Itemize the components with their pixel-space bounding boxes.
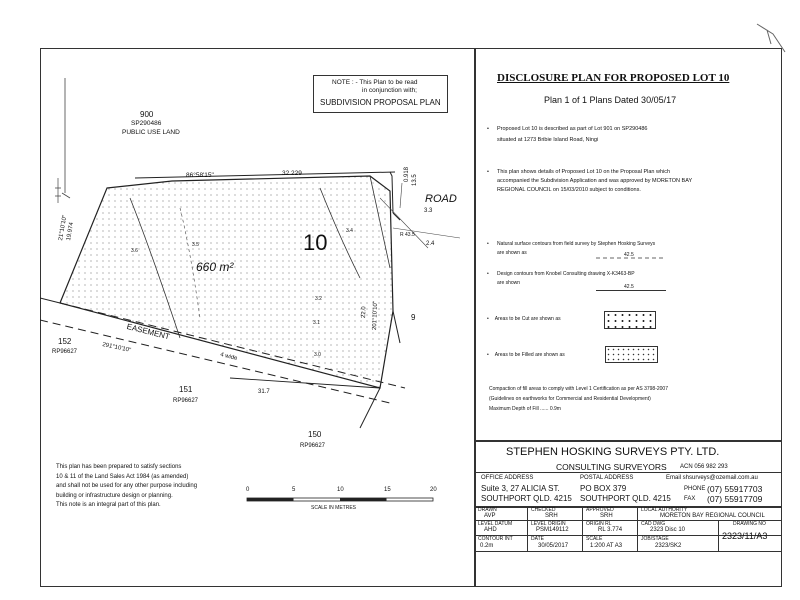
- footnote: [56, 463, 197, 511]
- postal-line1: PO BOX 379: [580, 484, 627, 493]
- road-corner-1: 0.918: [404, 166, 410, 182]
- contour-label-1: 3.6: [131, 248, 138, 254]
- bearing-left: 21°10'10": [58, 214, 69, 242]
- scale-value: 1:200 AT A3: [590, 543, 623, 549]
- scale-label: SCALE IN METRES: [311, 505, 357, 511]
- rl-heading: ORIGIN RL: [586, 521, 612, 527]
- office-line1: Suite 3, 27 ALICIA ST.: [481, 484, 560, 493]
- note-box: [313, 75, 448, 113]
- road-right-dist: 2.4: [426, 241, 435, 247]
- cut-area-swatch: [604, 311, 656, 329]
- date-value: 30/05/2017: [538, 543, 569, 549]
- bullet-2-line1: This plan shows details of Proposed Lot 10 on the Proposal Plan which: [497, 169, 671, 175]
- bullet-4-line1: Design contours from Knobel Consulting drawing X-K3463-BP: [497, 271, 635, 277]
- titleblock-bottom: [474, 551, 782, 552]
- design-contour-sample: [596, 290, 666, 291]
- authority-heading: LOCAL AUTHORITY: [641, 507, 688, 513]
- bullet-1-line2: situated at 1273 Bribie Island Road, Ningi: [497, 137, 599, 143]
- lot-150-label: 150: [308, 430, 322, 439]
- distance-left: 19.974: [66, 221, 76, 242]
- footnote-line: and shall not be used for any other purpose including: [56, 483, 198, 489]
- cad-value: 2323 Disc 10: [650, 527, 686, 533]
- fax-number: (07) 55917709: [707, 494, 763, 504]
- lot-9-label: 9: [411, 313, 416, 322]
- footnote-line: This note is an integral part of this plan.: [56, 502, 161, 508]
- titleblock-col: [718, 520, 719, 551]
- titleblock-col: [527, 506, 528, 551]
- datum-value: AHD: [484, 527, 497, 533]
- bullet-1-line1: Proposed Lot 10 is described as part of Lot 901 on SP290486: [497, 126, 648, 132]
- road-dist: 3.3: [424, 208, 433, 214]
- scale-tick: 5: [292, 487, 296, 493]
- road-corner-2: 13.5: [412, 174, 418, 186]
- lot-900-plan: SP290486: [131, 120, 162, 127]
- datum-heading: LEVEL DATUM: [478, 521, 513, 527]
- contour-label-3: 3.4: [346, 228, 353, 234]
- authority-value: MORETON BAY REGIONAL COUNCIL: [660, 513, 765, 519]
- lot-151-plan: RP96627: [173, 398, 199, 404]
- company-name: STEPHEN HOSKING SURVEYS PTY. LTD.: [506, 446, 720, 458]
- bullet-1: • Proposed Lot 10 is described as part of Lot 901 on SP290486 situated at 1273 Bribie Island Road, Ningi: [487, 125, 772, 144]
- footnote-line: 10 & 11 of the Land Sales Act 1984 (as amended): [56, 473, 189, 480]
- approved-heading: APPROVED: [586, 507, 614, 513]
- bearing-top: 86°58'15": [186, 172, 214, 179]
- panel-subtitle: Plan 1 of 1 Plans Dated 30/05/17: [544, 95, 677, 105]
- bullet-4-line2: are shown: [497, 280, 521, 286]
- bullet-2-line3: REGIONAL COUNCIL on 15/03/2010 subject to conditions.: [497, 187, 641, 193]
- lot-900-label: 900: [140, 110, 154, 119]
- date-heading: DATE: [531, 536, 544, 542]
- drawn-heading: DRAWN: [478, 507, 497, 513]
- design-contour-value: 42.5: [624, 284, 634, 290]
- scale-tick: 20: [430, 487, 437, 493]
- office-line2: SOUTHPORT QLD. 4215: [481, 494, 572, 503]
- scale-heading: SCALE: [586, 536, 603, 542]
- checked-value: SRH: [545, 513, 558, 519]
- phone-label: PHONE: [684, 486, 706, 492]
- office-heading: OFFICE ADDRESS: [481, 475, 534, 481]
- distance-bottom: 31.7: [258, 389, 270, 395]
- drawn-value: AVP: [484, 513, 496, 519]
- road-arc: R 43.5: [400, 232, 415, 238]
- contour-label-5: 3.1: [313, 320, 320, 326]
- lot-number-10: 10: [303, 230, 328, 255]
- note-line3: SUBDIVISION PROPOSAL PLAN: [320, 98, 441, 107]
- compaction-note: [489, 384, 668, 414]
- bearing-bottom: 291°10'10": [101, 342, 132, 354]
- scale-tick: 10: [337, 487, 344, 493]
- company-divider: [474, 440, 782, 442]
- bullet-5-text: Areas to be Cut are shown as: [494, 316, 561, 322]
- cad-heading: CAD DWG: [641, 521, 666, 527]
- titleblock-top: [474, 506, 782, 508]
- checked-heading: CHECKED: [531, 507, 556, 513]
- company-acn: ACN 056 982 293: [680, 464, 728, 470]
- postal-line2: SOUTHPORT QLD. 4215: [580, 494, 671, 503]
- contour-label-6: 3.0: [314, 352, 321, 358]
- lot-152-plan: RP96627: [52, 349, 78, 355]
- job-heading: JOB/STAGE: [641, 536, 669, 542]
- lot-151-label: 151: [179, 385, 193, 394]
- postal-heading: POSTAL ADDRESS: [580, 475, 634, 481]
- drawing-heading: DRAWING NO: [733, 521, 766, 527]
- compaction-line1: Compaction of fill areas to comply with Level 1 Certification as per AS 3798-2007: [489, 386, 668, 392]
- lot-150-plan: RP96627: [300, 443, 326, 449]
- company-email: Email shsurveys@ozemail.com.au: [666, 475, 758, 481]
- panel-title: DISCLOSURE PLAN FOR PROPOSED LOT 10: [497, 72, 730, 84]
- phone-number: (07) 55917703: [707, 484, 763, 494]
- contour-heading: CONTOUR INT: [478, 536, 513, 542]
- note-line2: in conjunction with;: [362, 87, 417, 94]
- bullet-3-line1: Natural surface contours from field survey by Stephen Hosking Surveys: [497, 241, 656, 247]
- titleblock-col: [637, 506, 638, 551]
- contour-label-2: 3.5: [192, 242, 199, 248]
- contour-value: 0.2m: [480, 543, 494, 549]
- rl-value: RL 3.774: [598, 527, 623, 533]
- bullet-6: • Areas to be Filled are shown as: [487, 352, 565, 358]
- bullet-6-text: Areas to be Filled are shown as: [494, 352, 565, 358]
- corner-mark: [755, 20, 795, 60]
- natural-contour-value: 42.5: [624, 252, 634, 258]
- origin-heading: LEVEL ORIGIN: [531, 521, 566, 527]
- compaction-line3: Maximum Depth of Fill ...... 0.9m: [489, 406, 561, 412]
- footnote-line: This plan has been prepared to satisfy sections: [56, 464, 182, 470]
- drawing-number: 2323/11/A3: [722, 531, 768, 541]
- fax-label: FAX: [684, 496, 696, 502]
- contour-label-4: 3.2: [315, 296, 322, 302]
- job-value: 2323/SK2: [655, 543, 682, 549]
- lot-152-label: 152: [58, 337, 72, 346]
- distance-top: 32.229: [282, 170, 302, 177]
- bullet-3: • Natural surface contours from field survey by Stephen Hosking Surveys are shown as: [487, 240, 772, 258]
- bullet-3-line2: are shown as: [497, 250, 527, 256]
- titleblock-col: [582, 506, 583, 551]
- scale-tick: 15: [384, 487, 391, 493]
- lot-900-use: PUBLIC USE LAND: [122, 129, 180, 136]
- company-rule: [474, 472, 782, 473]
- road-label: ROAD: [425, 193, 457, 205]
- scale-bar: [247, 498, 433, 501]
- distance-right: 22.0: [361, 306, 368, 319]
- bullet-2-line2: accompanied the Subdivision Application and was approved by MORETON BAY: [497, 178, 693, 184]
- approved-value: SRH: [600, 513, 613, 519]
- lot-area: 660 m²: [196, 260, 234, 274]
- bullet-4: • Design contours from Knobel Consulting drawing X-K3463-BP are shown: [487, 270, 772, 288]
- company-sub: CONSULTING SURVEYORS: [556, 462, 667, 472]
- easement-label: EASEMENT: [125, 322, 171, 342]
- scale-tick: 0: [246, 487, 250, 493]
- fill-area-swatch: [605, 346, 658, 363]
- compaction-line2: (Guidelines on earthworks for Commercial and Residential Development): [489, 396, 651, 402]
- footnote-line: building or infrastructure design or planning.: [56, 492, 173, 499]
- easement-width: 4 wide: [219, 352, 238, 363]
- bearing-right: 201°10'10": [372, 300, 380, 331]
- bullet-2: • This plan shows details of Proposed Lot 10 on the Proposal Plan which accompanied the Subdivision Application and was approved by MORETON BAY REGIONAL COUNCIL on 15/03/2010 subject to conditions.: [487, 168, 772, 195]
- note-line1: NOTE : - This Plan to be read: [332, 79, 418, 86]
- bullet-5: • Areas to be Cut are shown as: [487, 316, 561, 322]
- origin-value: PSM149112: [536, 527, 569, 533]
